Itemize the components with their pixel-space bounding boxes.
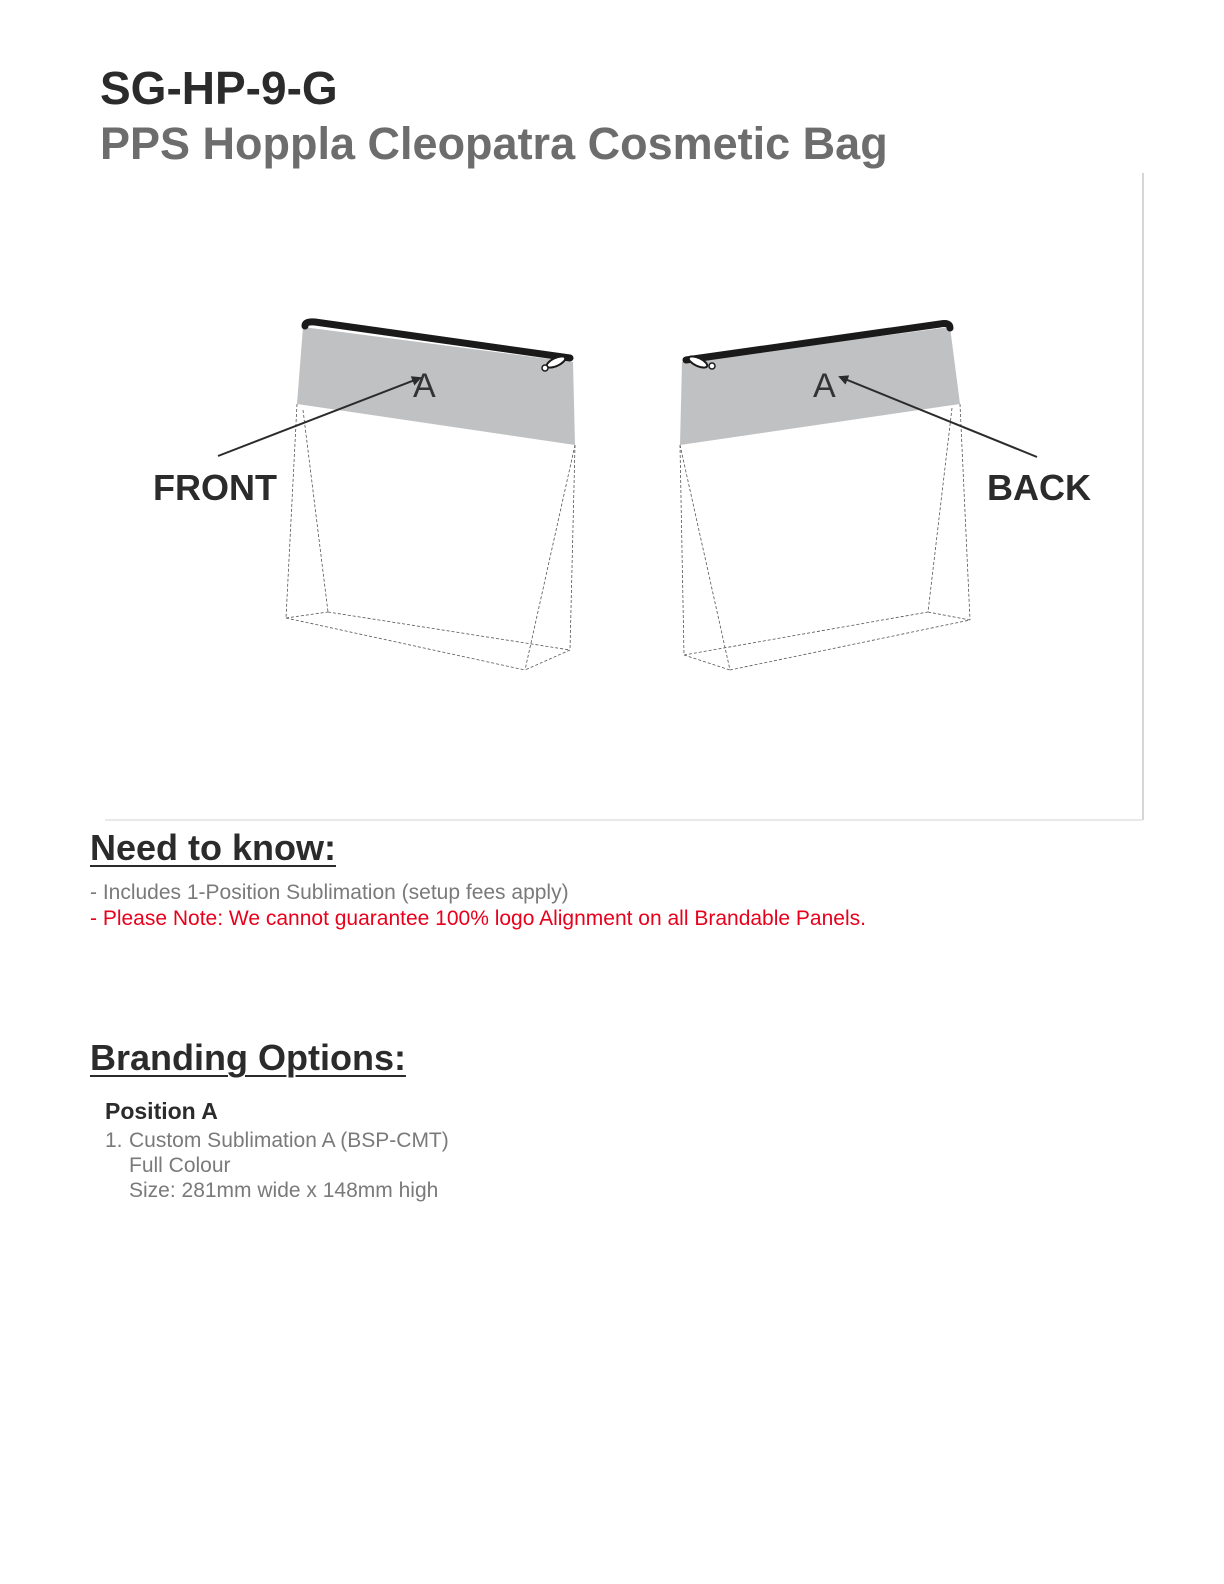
branding-option-item — [105, 1128, 449, 1203]
front-label: FRONT — [153, 467, 277, 508]
front-brandable-panel — [297, 327, 575, 445]
need-to-know-item-sublimation: - Includes 1-Position Sublimation (setup fees apply) — [90, 881, 569, 904]
front-bag-illustration — [153, 322, 575, 670]
option-size: Size: 281mm wide x 148mm high — [129, 1179, 439, 1202]
product-name: PPS Hoppla Cleopatra Cosmetic Bag — [100, 118, 888, 169]
option-number: 1. — [105, 1129, 123, 1152]
need-to-know-item-alignment-note: - Please Note: We cannot guarantee 100% logo Alignment on all Brandable Panels. — [90, 907, 866, 930]
branding-options-heading: Branding Options: — [90, 1037, 406, 1078]
back-bag-illustration — [680, 324, 1091, 671]
back-label: BACK — [987, 467, 1091, 508]
product-code: SG-HP-9-G — [100, 62, 338, 114]
option-name: Custom Sublimation A (BSP-CMT) — [129, 1129, 449, 1152]
branding-option-list — [105, 1128, 449, 1203]
front-position-marker: A — [413, 367, 436, 405]
option-colour: Full Colour — [129, 1154, 231, 1177]
back-position-marker: A — [813, 367, 836, 405]
need-to-know-heading: Need to know: — [90, 827, 337, 868]
need-to-know-list — [90, 880, 866, 932]
position-a-title: Position A — [105, 1098, 218, 1124]
